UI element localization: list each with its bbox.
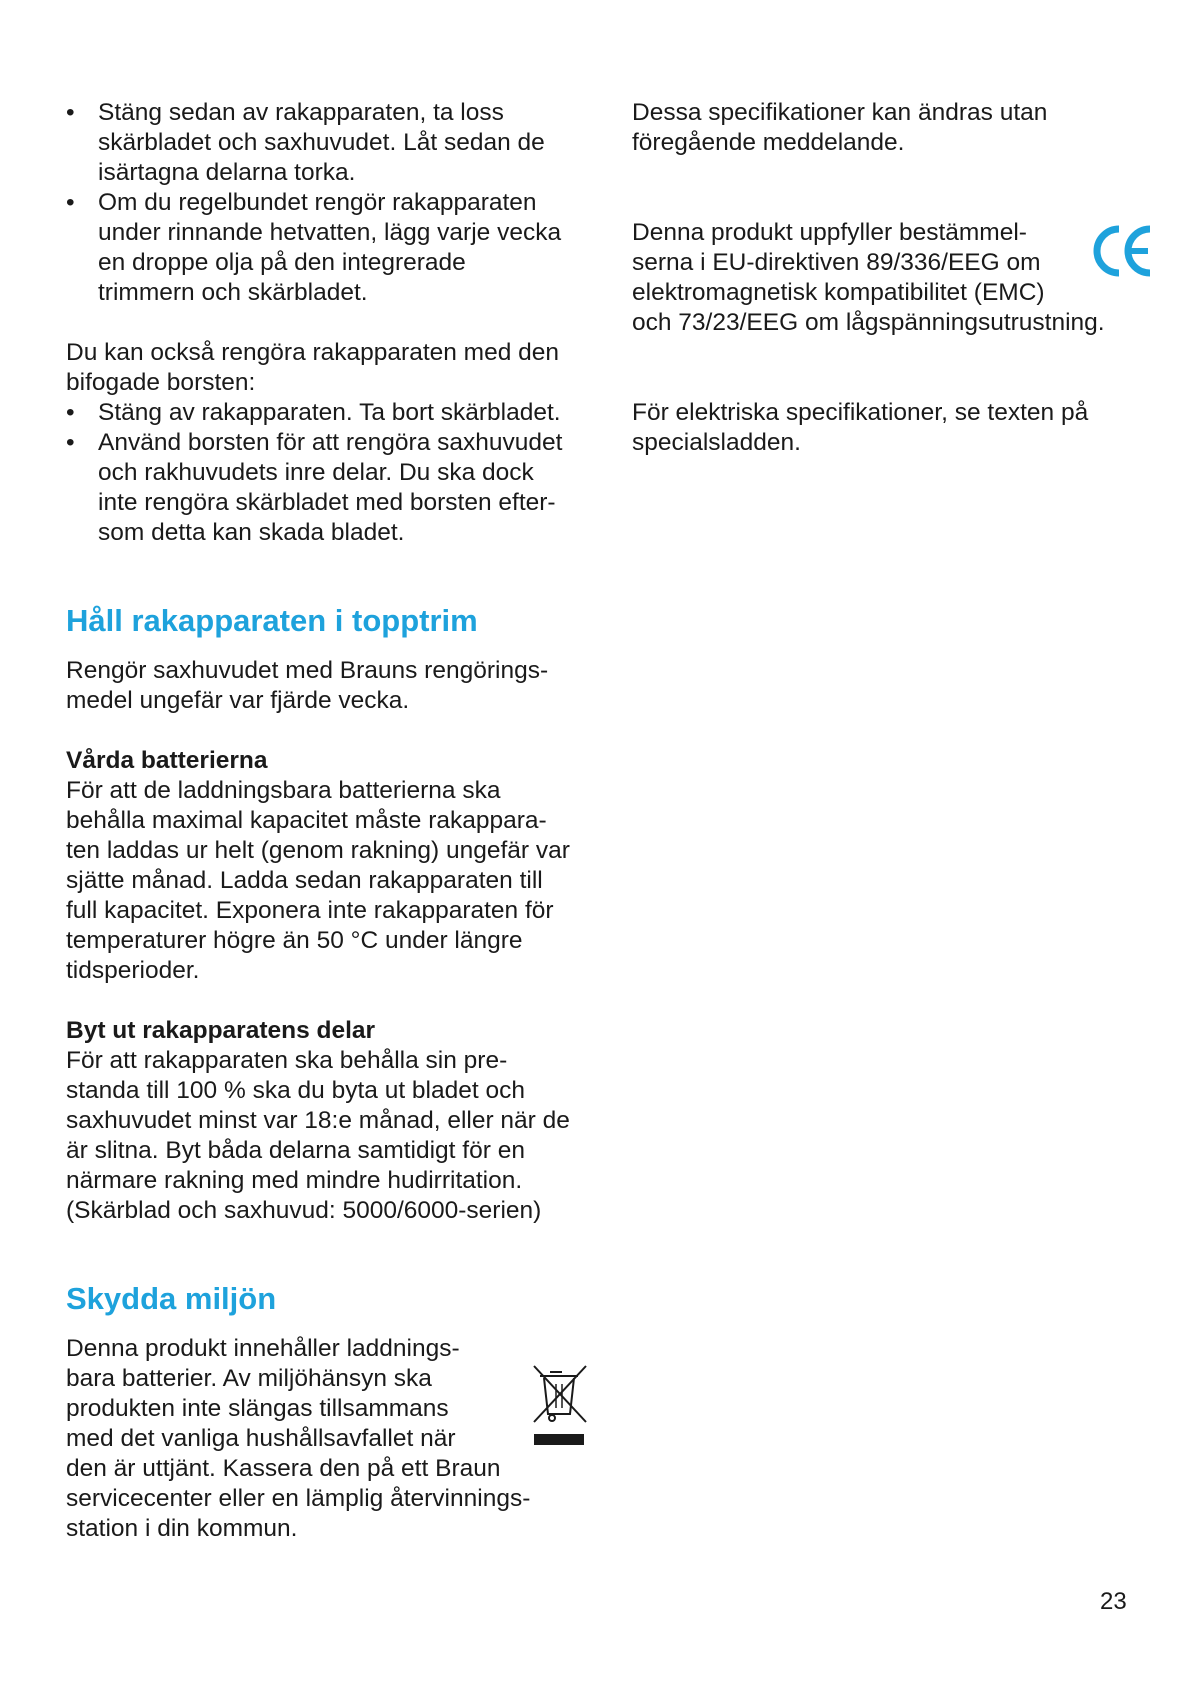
list-item: • Stäng av rakapparaten. Ta bort skärbladet. [66,398,596,428]
left-column [66,98,596,1544]
list-item: • Om du regelbundet rengör rakapparaten under rinnande hetvatten, lägg varje vecka en droppe olja på den integrerade trimmern och skärbladet. [66,188,596,308]
battery-text: För att de laddningsbara batterierna ska behålla maximal kapacitet måste rakappara- ten laddas ur helt (genom rakning) ungefär var sjätte månad. Ladda sedan rakapparaten till full kapacitet. Exponera inte rakapparaten för temperaturer högre än 50 °C under längre tidsperioder. [66,777,570,984]
section-heading-care: Håll rakapparaten i topptrim [66,603,478,638]
battery-subheading: Vårda batterierna [66,747,268,774]
care-text: Rengör saxhuvudet med Brauns rengörings- medel ungefär var fjärde vecka. [66,657,549,714]
crossed-out-wheelie-bin-icon [530,1362,590,1450]
brush-intro-text: Du kan också rengöra rakapparaten med den bifogade borsten: [66,339,560,396]
environment-text: Denna produkt innehåller laddnings- bara batterier. Av miljöhänsyn ska produkten inte slängas tillsammans med det vanliga hushållsavfallet när den är uttjänt. Kassera den på ett Braun servicecenter eller en lämplig återvinnings- station i din kommun. [66,1335,531,1542]
page-number: 23 [1100,1588,1127,1615]
spec-notice-text: Dessa specifikationer kan ändras utan föregående meddelande. [632,99,1048,156]
list-item: • Stäng sedan av rakapparaten, ta loss skärbladet och saxhuvudet. Låt sedan de isärtagna delarna torka. [66,98,596,188]
section-heading-environment: Skydda miljön [66,1281,277,1316]
ce-mark-icon [1092,222,1154,280]
right-column [632,98,1142,458]
parts-subheading: Byt ut rakapparatens delar [66,1017,376,1044]
eu-compliance-text: Denna produkt uppfyller bestämmel- serna i EU-direktiven 89/336/EEG om elektromagnetisk kompatibilitet (EMC) och 73/23/EEG om lågspänningsutrustning. [632,219,1105,336]
parts-text: För att rakapparaten ska behålla sin pre- standa till 100 % ska du byta ut bladet och saxhuvudet minst var 18:e månad, eller när de är slitna. Byt båda delarna samtidigt för en närmare rakning med mindre hudirritation. (Skärblad och saxhuvud: 5000/6000-serien) [66,1047,570,1224]
electrical-spec-text: För elektriska specifikationer, se texten på specialsladden. [632,399,1089,456]
list-item: • Använd borsten för att rengöra saxhuvudet och rakhuvudets inre delar. Du ska dock inte rengöra skärbladet med borsten efter- som detta kan skada bladet. [66,428,596,548]
cleaning-steps-list [66,98,596,308]
brush-steps-list [66,398,596,548]
